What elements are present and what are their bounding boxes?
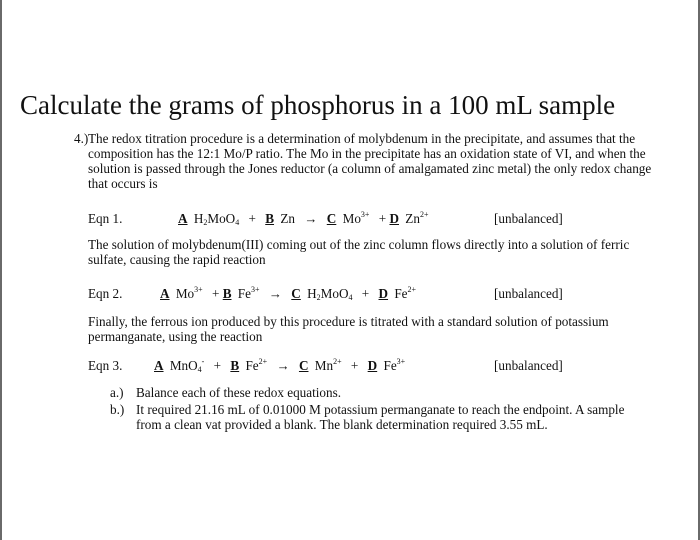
plus-sign: + [378,211,387,226]
equation-body [154,358,405,374]
plus-sign: + [211,286,220,301]
species: Zn [280,211,295,226]
equation-label: Eqn 3. [88,358,123,373]
coefficient-c: C [298,358,309,373]
equation-1 [88,211,658,227]
coefficient-d: D [389,211,399,226]
problem-intro-text: The redox titration procedure is a determination of molybdenum in the precipitate, and assumes that the composition has the 12:1 Mo/P ratio. The Mo in the precipitate has an oxidation state of VI, and when the solution is passed through the Jones reductor (a column of amalgamated zinc metal) the only redox change that occurs is [88,131,652,191]
species: $H_2MoO_4$ [307,286,353,302]
part-marker: b.) [110,402,125,417]
unbalanced-tag: [unbalanced] [494,358,563,373]
part-text: Balance each of these redox equations. [136,385,342,400]
paragraph-ferrous-titration: Finally, the ferrous ion produced by this procedure is titrated with a standard solution of potassium permanganate, using the reaction [88,314,609,344]
coefficient-a: A [160,286,170,301]
equation-label: Eqn 1. [88,211,123,226]
problem-intro [74,131,653,191]
paragraph-molybdenum-iii: The solution of molybdenum(III) coming out of the zinc column flows directly into a solution of ferric sulfate, causing the rapid reaction [88,237,630,267]
coefficient-b: B [230,358,240,373]
species: $Mo^{3+}$ [342,210,370,226]
plus-sign: + [213,358,222,373]
equation-label: Eqn 2. [88,286,123,301]
coefficient-d: D [378,286,389,301]
list-item [110,385,630,400]
plus-sign: + [248,211,256,226]
left-page-edge [0,0,2,540]
equation-3 [88,358,658,374]
plus-sign: + [361,286,370,301]
species: $Mn^{2+}$ [314,357,342,373]
question-parts-list [110,385,630,434]
species: $Zn^{2+}$ [405,210,429,226]
species: $Fe^{2+}$ [245,357,268,373]
list-item [110,402,630,432]
part-marker: a.) [110,385,124,400]
species: $Fe^{3+}$ [237,285,260,301]
unbalanced-tag: [unbalanced] [494,211,563,226]
coefficient-a: A [154,358,164,373]
equation-body [178,211,428,227]
species: $Mo^{3+}$ [175,285,203,301]
question-title: Calculate the grams of phosphorus in a 100 mL sample [20,90,616,120]
coefficient-b: B [222,286,232,301]
species: $Fe^{2+}$ [394,285,417,301]
coefficient-c: C [326,211,337,226]
equation-body [160,286,416,302]
species: MnO$_4$- [169,357,205,374]
unbalanced-tag: [unbalanced] [494,286,563,301]
coefficient-c: C [291,286,301,301]
plus-sign: + [350,358,359,373]
coefficient-d: D [367,358,378,373]
reaction-arrow: → [304,211,318,226]
reaction-arrow: → [268,286,282,301]
reaction-arrow: → [276,358,290,373]
coefficient-b: B [265,211,275,226]
species: $H_2MoO_4$ [193,211,240,227]
part-text: It required 21.16 mL of 0.01000 M potassium permanganate to reach the endpoint. A sample from a clean vat provided a blank. The blank determination required 3.55 mL. [136,402,625,432]
problem-number: 4.) [74,131,89,146]
coefficient-a: A [178,211,188,226]
species: $Fe^{3+}$ [383,357,406,373]
equation-2 [88,286,658,302]
